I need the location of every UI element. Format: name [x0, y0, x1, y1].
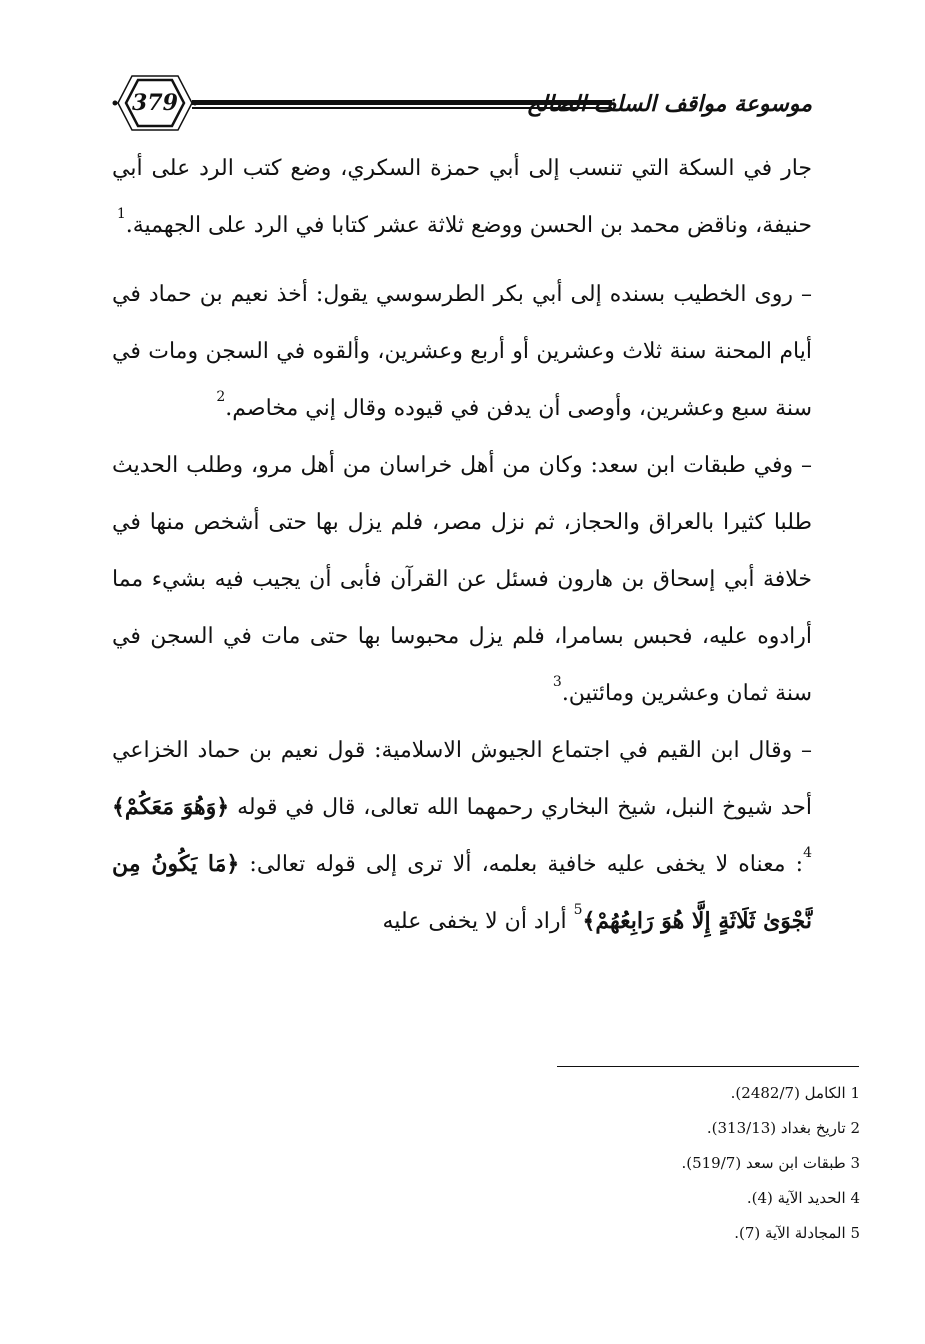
main-text — [112, 140, 812, 950]
footnote-3 — [500, 1146, 860, 1181]
footnote-number: 1 — [850, 1084, 860, 1102]
page-header — [112, 68, 812, 140]
footnote-text: الكامل (2482/7). — [730, 1084, 846, 1102]
paragraph-4-intro: – وقال ابن القيم في اجتماع الجيوش الاسلامية: قول نعيم بن حماد الخزاعي أحد شيوخ النبل، شيخ البخاري رحمهما الله تعالى، قال في قوله — [112, 738, 812, 820]
paragraph-3-text: – وفي طبقات ابن سعد: وكان من أهل خراسان من أهل مرو، وطلب الحديث طلبا كثيرا بالعراق والحجاز، ثم نزل مصر، فلم يزل بها حتى أشخص منها في خلافة أبي إسحاق بن هارون فسئل عن القرآن فأبى أن يجيب فيه بشيء مما أرادوه عليه، فحبس بسامرا، فلم يزل محبوسا بها حتى مات في السجن في سنة ثمان وعشرين ومائتين. — [112, 453, 812, 706]
paragraph-1-text: جار في السكة التي تنسب إلى أبي حمزة السكري، وضع كتب الرد على أبي حنيفة، وناقض محمد بن الحسن ووضع ثلاثة عشر كتابا في الرد على الجهمية. — [112, 156, 812, 238]
paragraph-4 — [112, 722, 812, 950]
footnote-number: 5 — [850, 1224, 860, 1242]
footnote-ref-4[interactable]: 4 — [803, 845, 812, 861]
footnote-5 — [500, 1216, 860, 1251]
page-number: 379 — [132, 90, 178, 116]
footnote-text: تاريخ بغداد (313/13). — [706, 1119, 846, 1137]
footnote-ref-5[interactable]: 5 — [573, 902, 583, 918]
footnote-2 — [500, 1111, 860, 1146]
footnote-separator — [557, 1066, 859, 1067]
paragraph-3 — [112, 437, 812, 722]
footnote-ref-3[interactable]: 3 — [552, 674, 562, 690]
footnote-ref-2[interactable]: 2 — [216, 389, 226, 405]
footnote-1 — [500, 1076, 860, 1111]
footnote-text: طبقات ابن سعد (519/7). — [681, 1154, 846, 1172]
quran-verse-2: ﴿مَا يَكُونُ مِن نَّجْوَىٰ ثَلَاثَةٍ إِلَّا هُوَ رَابِعُهُمْ﴾ — [112, 851, 812, 934]
footnote-4 — [500, 1181, 860, 1216]
footnote-text: الحديد الآية (4). — [746, 1189, 846, 1207]
paragraph-2-text: – روى الخطيب بسنده إلى أبي بكر الطرسوسي يقول: أخذ نعيم بن حماد في أيام المحنة سنة ثلاث وعشرين أو أربع وعشرين، وألقوه في السجن ومات في سنة سبع وعشرين، وأوصى أن يدفن في قيوده وقال إني مخاصم. — [112, 282, 812, 421]
paragraph-1 — [112, 140, 812, 254]
quran-verse-1: ﴿وَهُوَ مَعَكُمْ﴾ — [112, 794, 230, 820]
footnote-text: المجادلة الآية (7). — [734, 1224, 846, 1242]
footnote-number: 3 — [850, 1154, 860, 1172]
book-title: موسوعة مواقف السلف الصالح — [526, 91, 812, 117]
footnote-ref-1[interactable]: 1 — [116, 206, 126, 222]
footnotes — [500, 1076, 860, 1251]
footnote-number: 4 — [850, 1189, 860, 1207]
paragraph-4-middle: : معناه لا يخفى عليه خافية بعلمه، ألا ترى إلى قوله تعالى: — [249, 852, 804, 877]
footnote-number: 2 — [850, 1119, 860, 1137]
page-number-badge — [112, 72, 198, 134]
paragraph-2 — [112, 266, 812, 437]
paragraph-4-end: أراد أن لا يخفى عليه — [382, 909, 567, 934]
